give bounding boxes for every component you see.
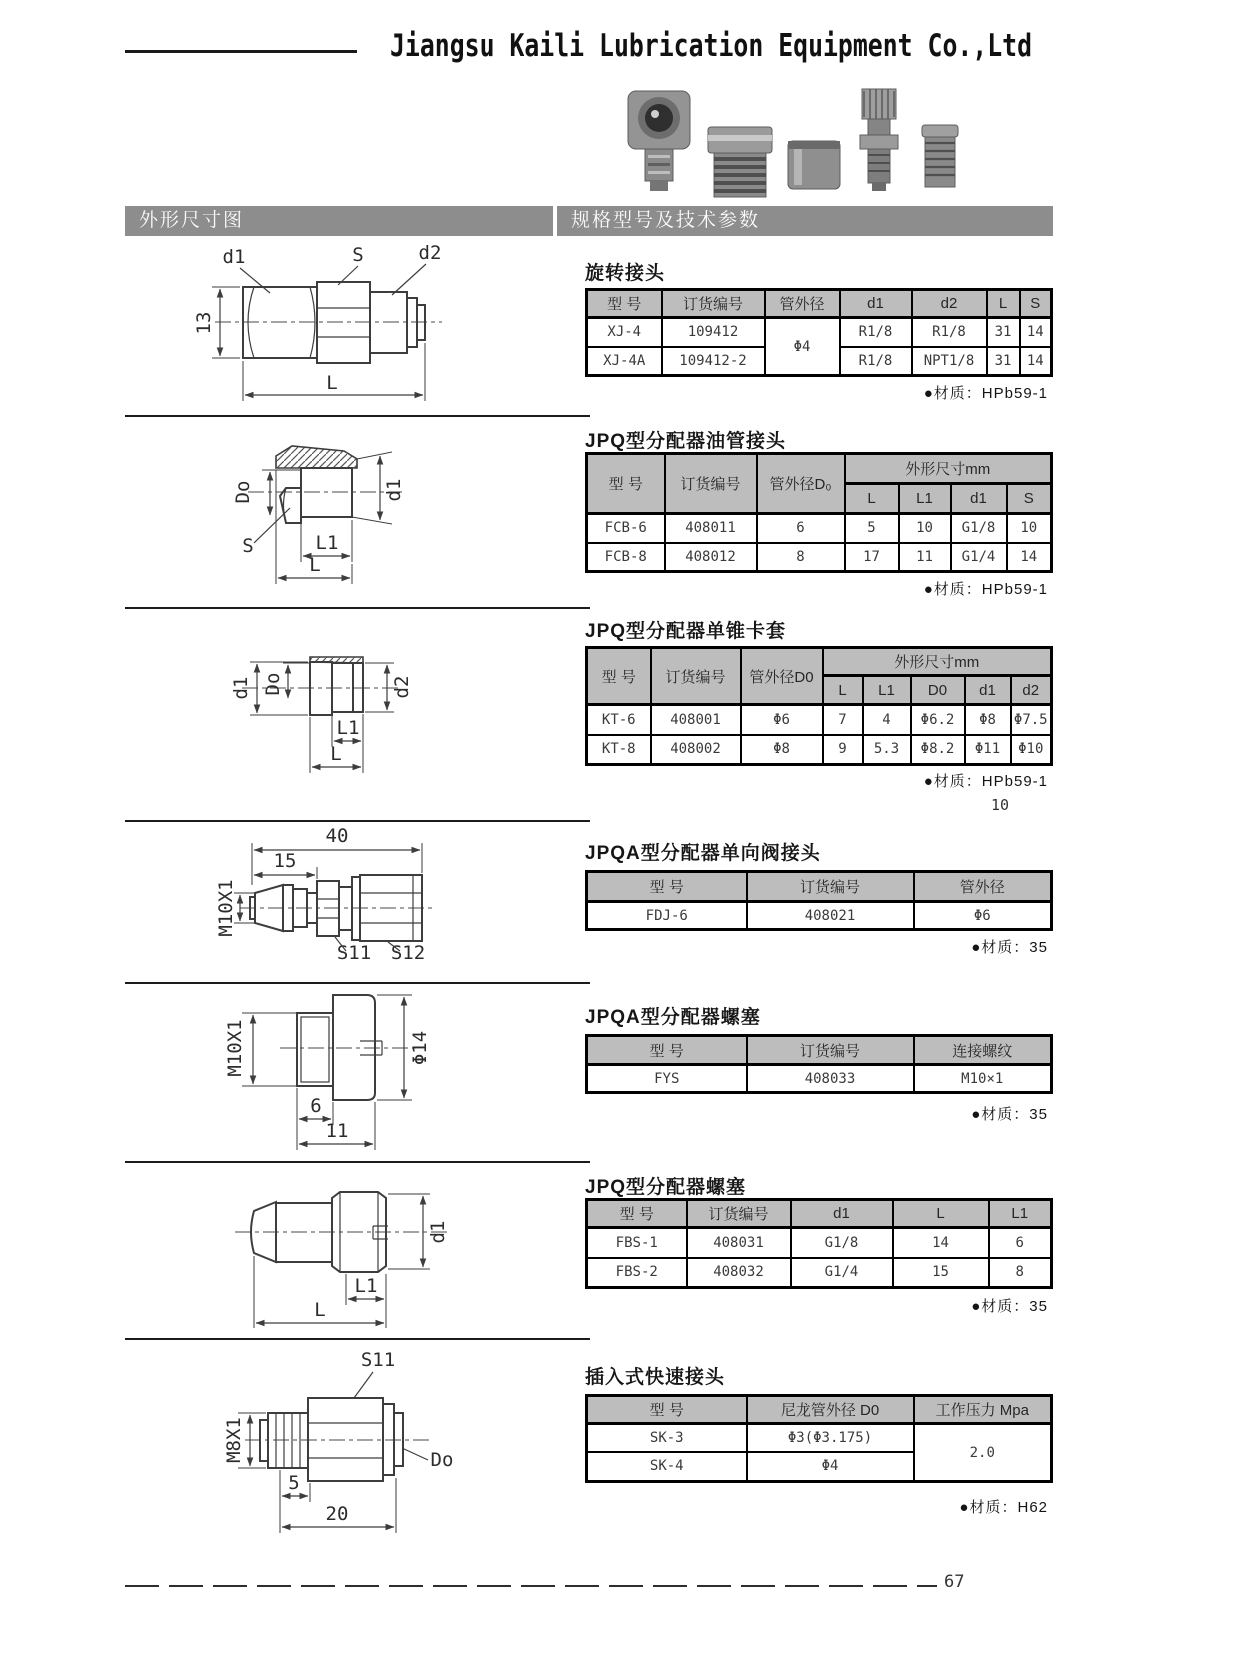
spec-table-jpqa-plug [585,1034,1053,1094]
spec-table-quick-connector [585,1394,1053,1483]
spec-table-jpq-plug [585,1198,1053,1289]
table-cell: 8 [757,543,845,572]
table-cell: Φ4 [747,1452,914,1482]
col-header: d1 [951,484,1007,514]
col-header: 外形尺寸mm [845,454,1052,484]
table-cell: 4 [863,705,911,735]
table-cell: 14 [1020,347,1052,376]
table-cell: Φ3(Φ3.175) [747,1424,914,1452]
col-header: 订货编号 [687,1200,791,1228]
material-note: ●材质：HPb59-1 [923,581,1048,598]
table-cell: G1/8 [951,514,1007,543]
col-header: 管外径D₀ [757,454,845,514]
table-cell: Φ8 [965,705,1011,735]
dim-label: d1 [427,1220,449,1244]
table-cell: 9 [823,735,863,765]
col-header: L1 [899,484,951,514]
table-cell: Φ8.2 [911,735,965,765]
stray-number: 10 [990,796,1010,814]
table-cell: M10×1 [914,1065,1052,1093]
dim-label: L1 [315,532,339,554]
col-header: S [1020,290,1052,318]
dim-label: M8X1 [223,1417,245,1463]
dim-label: Φ14 [409,1030,431,1066]
table-cell: 109412 [662,318,765,347]
table-cell: FYS [587,1065,747,1093]
table-cell: 14 [1007,543,1052,572]
table-cell: 31 [987,318,1020,347]
table-title-jpqa-plug: JPQA型分配器螺塞 [585,1007,761,1028]
dim-label: M10X1 [215,879,237,937]
table-cell: 17 [845,543,899,572]
dim-label: L1 [354,1275,378,1297]
table-cell: 11 [899,543,951,572]
col-header: L1 [989,1200,1052,1228]
spec-table-oil-pipe [585,452,1053,573]
dim-label: S12 [390,942,426,964]
table-cell: R1/8 [912,318,987,347]
table-cell: 14 [1020,318,1052,347]
dim-label: 15 [273,850,297,872]
col-header: 型 号 [587,1396,747,1424]
col-header: d1 [965,676,1011,705]
col-header: L [893,1200,989,1228]
material-note: ●材质：HPb59-1 [923,773,1048,790]
section-bar-dimensions: 外形尺寸图 [125,206,553,236]
col-header: 订货编号 [747,1036,914,1065]
company-title: Jiangsu Kaili Lubrication Equipment Co.,Ltd [390,28,1033,64]
spec-table-rotary [585,288,1053,377]
dim-label: d2 [391,675,413,699]
table-cell: R1/8 [840,347,912,376]
col-header: 型 号 [587,1200,687,1228]
table-cell: 6 [989,1228,1052,1258]
table-cell: 408021 [747,902,914,930]
table-title-oil-pipe: JPQ型分配器油管接头 [585,431,787,452]
col-header: 连接螺纹 [914,1036,1052,1065]
table-cell: 408031 [687,1228,791,1258]
col-header: d1 [791,1200,893,1228]
table-title-rotary: 旋转接头 [585,263,666,284]
table-cell: Φ10 [1011,735,1052,765]
col-header: 订货编号 [651,648,741,705]
table-cell: FBS-1 [587,1228,687,1258]
table-cell: Φ6 [914,902,1052,930]
table-cell: Φ6.2 [911,705,965,735]
table-cell: 31 [987,347,1020,376]
dim-label: L [326,372,338,394]
table-cell: FDJ-6 [587,902,747,930]
dim-label: L1 [336,717,360,739]
table-cell: SK-3 [587,1424,747,1452]
col-header: 型 号 [587,1036,747,1065]
table-title-ferrule: JPQ型分配器单锥卡套 [585,621,787,642]
dim-label: d1 [222,246,246,268]
col-header: 型 号 [587,872,747,902]
col-header: 型 号 [587,454,665,514]
col-header: L [987,290,1020,318]
table-cell: KT-8 [587,735,651,765]
table-cell: Φ7.5 [1011,705,1052,735]
dim-label: d1 [383,478,405,502]
col-header: 型 号 [587,648,651,705]
table-title-jpq-plug: JPQ型分配器螺塞 [585,1177,747,1198]
table-cell: G1/4 [791,1258,893,1288]
table-cell: 408033 [747,1065,914,1093]
table-cell: FCB-8 [587,543,665,572]
dim-label: M10X1 [224,1019,246,1077]
material-note: ●材质：35 [971,1106,1048,1123]
table-cell: 408001 [651,705,741,735]
table-cell: Φ11 [965,735,1011,765]
col-header: 订货编号 [665,454,757,514]
table-cell: R1/8 [840,318,912,347]
col-header: 工作压力 Mpa [914,1396,1052,1424]
table-cell: 6 [757,514,845,543]
col-header: S [1007,484,1052,514]
table-cell: 2.0 [914,1424,1052,1482]
dim-label: 5 [288,1472,300,1494]
dim-label: 20 [325,1503,349,1525]
col-header: 订货编号 [662,290,765,318]
table-cell: 14 [893,1228,989,1258]
dim-label: S11 [360,1349,396,1371]
table-cell: 10 [1007,514,1052,543]
col-header: 管外径D0 [741,648,823,705]
table-cell: 408032 [687,1258,791,1288]
table-cell: 109412-2 [662,347,765,376]
table-cell: KT-6 [587,705,651,735]
col-header: 外形尺寸mm [823,648,1052,676]
table-cell: G1/8 [791,1228,893,1258]
table-cell: FCB-6 [587,514,665,543]
material-note: ●材质：35 [971,1298,1048,1315]
col-header: d2 [1011,676,1052,705]
dim-label: L [309,554,321,576]
col-header: L [845,484,899,514]
diagram-check-valve-fitting [130,785,570,965]
col-header: d1 [840,290,912,318]
photo-hex-plug [708,127,772,197]
table-cell: Φ8 [741,735,823,765]
dim-label: Do [232,480,254,504]
diagram-cone-ferrule [130,595,560,780]
table-title-quick-connector: 插入式快速接头 [585,1367,726,1388]
spec-table-ferrule [585,646,1053,766]
dim-label: Do [430,1449,454,1471]
table-cell: SK-4 [587,1452,747,1482]
dim-label: 40 [325,825,349,847]
table-cell: NPT1/8 [912,347,987,376]
photo-elbow-fitting [628,91,690,191]
dim-label: S [352,245,364,266]
photo-grease-fitting [860,89,898,191]
dim-label: S [242,535,254,557]
table-cell: XJ-4 [587,318,662,347]
col-header: d2 [912,290,987,318]
table-title-check-valve: JPQA型分配器单向阀接头 [585,843,821,864]
col-header: L [823,676,863,705]
table-cell: G1/4 [951,543,1007,572]
table-cell: Φ6 [741,705,823,735]
product-photos [612,85,960,199]
material-note: ●材质：35 [971,939,1048,956]
dim-label: S11 [336,942,372,964]
table-cell: FBS-2 [587,1258,687,1288]
photo-sleeve [788,141,840,189]
table-cell: 408012 [665,543,757,572]
dim-label: Do [262,672,284,696]
dim-label: L [330,743,342,765]
col-header: L1 [863,676,911,705]
table-cell: XJ-4A [587,347,662,376]
footer-rule [125,1585,937,1587]
dim-label: L [314,1299,326,1321]
dim-label: 11 [325,1120,349,1142]
col-header: 尼龙管外径 D0 [747,1396,914,1424]
col-header: 管外径 [914,872,1052,902]
diagram-oil-pipe-fitting [130,412,560,592]
table-cell: 15 [893,1258,989,1288]
diagram-rotary-joint [130,245,560,415]
diagram-quick-connector [130,1298,570,1543]
spec-table-check-valve [585,870,1053,931]
col-header: 订货编号 [747,872,914,902]
table-cell: 408002 [651,735,741,765]
material-note: ●材质：H62 [959,1499,1048,1516]
col-header: 型 号 [587,290,662,318]
photo-threaded-nipple [922,125,958,187]
table-cell: 10 [899,514,951,543]
table-cell: 5.3 [863,735,911,765]
dim-label: d2 [418,245,442,264]
table-cell: Φ4 [765,318,840,376]
material-note: ●材质：HPb59-1 [923,385,1048,402]
col-header: 管外径 [765,290,840,318]
page-number: 67 [944,1572,965,1592]
table-cell: 5 [845,514,899,543]
col-header: D0 [911,676,965,705]
table-cell: 8 [989,1258,1052,1288]
header-rule [125,50,357,53]
table-cell: 7 [823,705,863,735]
table-cell: 408011 [665,514,757,543]
dim-label: d1 [230,676,252,700]
section-bar-specs: 规格型号及技术参数 [557,206,1053,236]
dim-label: 13 [193,311,215,335]
dim-label: 6 [310,1095,322,1117]
